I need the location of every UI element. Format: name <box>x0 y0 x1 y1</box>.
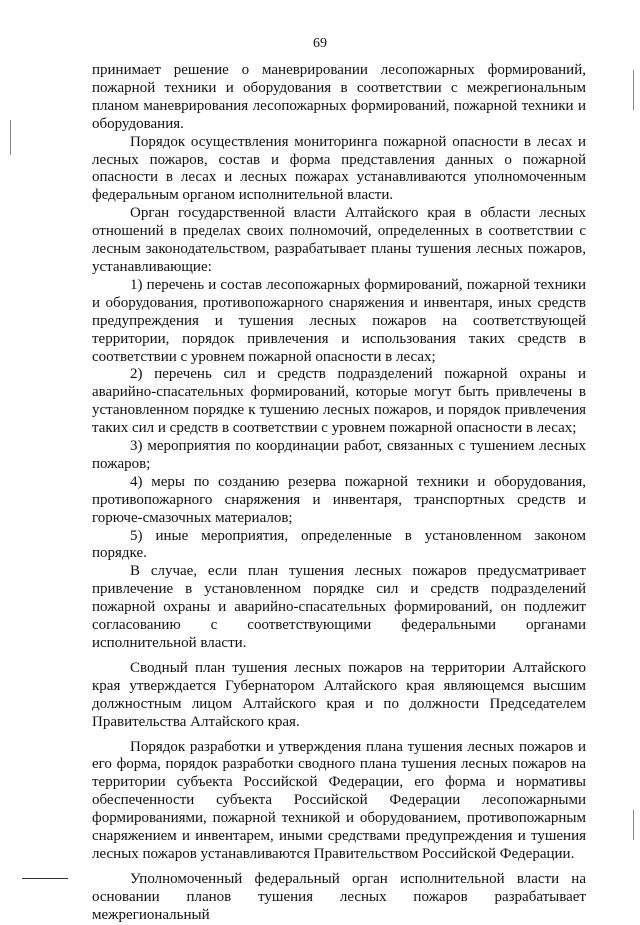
list-item-1: 1) перечень и состав лесопожарных формирований, пожарной техники и оборудования, противопожарного снаряжения и инвентаря, иных средств предупреждения и тушения лесных пожаров на соответствующей территории, порядок привлечения и использования таких средств в соответствии с уровнем пожарной опасности в лесах; <box>92 276 586 365</box>
paragraph-federal-body: Уполномоченный федеральный орган исполнительной власти на основании планов тушения лесных пожаров разрабатывает межрегиональный <box>92 870 586 923</box>
footnote-rule <box>22 878 68 879</box>
scan-edge-mark <box>10 120 11 155</box>
paragraph-monitoring: Порядок осуществления мониторинга пожарной опасности в лесах и лесных пожаров, состав и форма представления данных о пожарной опасности в лесах и лесных пожарах устанавливаются уполномоченным федеральным органом исполнительной власти. <box>92 133 586 204</box>
paragraph-altai-authority: Орган государственной власти Алтайского края в области лесных отношений в пределах своих полномочий, определенных в соответствии с лесным законодательством, разрабатывает планы тушения лесных пожаров, устанавливающие: <box>92 205 586 275</box>
paragraph-continuation: принимает решение о маневрировании лесопожарных формирований, пожарной техники и оборудования в соответствии с межрегиональным планом маневрирования лесопожарных формирований, пожарной техники и оборудования. <box>92 62 586 132</box>
paragraph-development-order: Порядок разработки и утверждения плана тушения лесных пожаров и его форма, порядок разработки сводного плана тушения лесных пожаров на территории субъекта Российской Федерации, его форма и нормативы обеспеченности субъекта Российской Федерации лесопожарными формированиями, пожарной техникой и оборудованием, противопожарным снаряжением и инвентарем, иными средствами предупреждения и тушения лесных пожаров устанавливаются Правительством Российской Федерации. <box>92 738 586 862</box>
scan-edge-mark <box>633 810 634 840</box>
scan-edge-mark <box>633 70 634 110</box>
list-item-2: 2) перечень сил и средств подразделений пожарной охраны и аварийно-спасательных формирований, которые могут быть привлечены в установленном порядке к тушению лесных пожаров, и порядок привлечения таких сил и средств в соответствии с уровнем пожарной опасности в лесах; <box>92 366 586 437</box>
page-number: 69 <box>313 36 327 51</box>
paragraph-approval-case: В случае, если план тушения лесных пожаров предусматривает привлечение в установленном порядке сил и средств подразделений пожарной охраны и аварийно-спасательных формирований, он подлежит согласованию с соответствующими федеральными органами исполнительной власти. <box>92 563 586 651</box>
list-item-4: 4) меры по созданию резерва пожарной техники и оборудования, противопожарного снаряжения и инвентаря, транспортных средств и горюче-смазочных материалов; <box>92 473 586 526</box>
list-item-3: 3) мероприятия по координации работ, связанных с тушением лесных пожаров; <box>92 438 586 472</box>
list-item-5: 5) иные мероприятия, определенные в установленном законом порядке. <box>92 527 586 562</box>
document-body <box>92 62 586 925</box>
paragraph-summary-plan: Сводный план тушения лесных пожаров на территории Алтайского края утверждается Губернатором Алтайского края являющемся высшим должностным лицом Алтайского края и по должности Председателем Правительства Алтайского края. <box>92 659 586 730</box>
